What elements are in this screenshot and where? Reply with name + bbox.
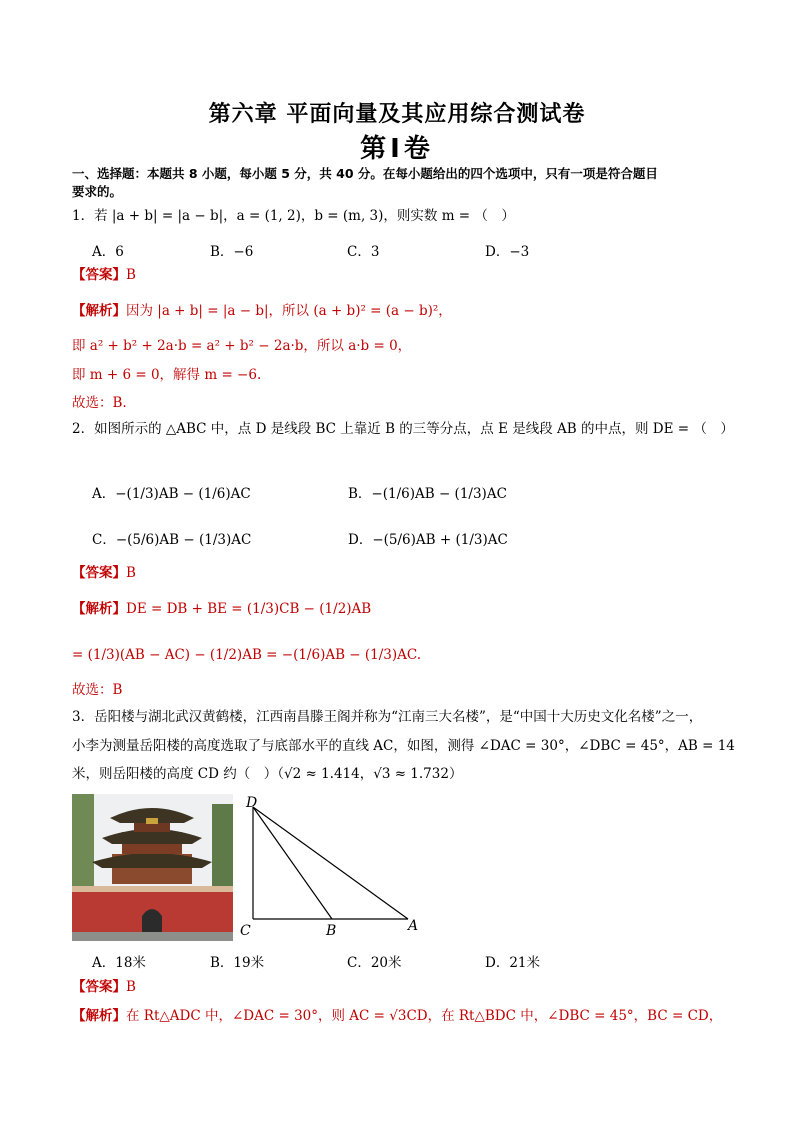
q2-analysis-line1: [72, 600, 371, 618]
q3-option-d: D．21米: [485, 955, 541, 971]
q1-option-c: C．3: [347, 244, 380, 260]
q2-option-d: D．−(5/6)AB + (1/3)AC: [348, 532, 508, 548]
section-instruction-line1: 一、选择题：本题共 8 小题，每小题 5 分，共 40 分。在每小题给出的四个选项中，只有一项是符合题目: [72, 166, 658, 181]
q2-answer-label: 【答案】: [72, 565, 126, 581]
page-title: 第六章 平面向量及其应用综合测试卷: [208, 102, 586, 127]
section-instruction-line2: 要求的。: [72, 184, 123, 199]
q3-answer-line: [72, 978, 136, 996]
q2-option-b: B．−(1/6)AB − (1/3)AC: [348, 486, 507, 502]
q1-option-a: A．6: [92, 244, 124, 260]
q3-analysis-line1: [72, 1007, 722, 1025]
q3-stem-line1: 3．岳阳楼与湖北武汉黄鹤楼，江西南昌滕王阁并称为“江南三大名楼”，是“中国十大历史文化名楼”之一，: [72, 709, 703, 725]
q2-analysis-line2: = (1/3)(AB − AC) − (1/2)AB = −(1/6)AB − (1/3)AC.: [72, 647, 422, 663]
q1-analysis-line2: 即 a² + b² + 2a·b = a² + b² − 2a·b，所以 a·b = 0，: [72, 338, 412, 354]
q2-analysis-label: 【解析】: [72, 601, 126, 617]
q2-stem: 2．如图所示的 △ABC 中，点 D 是线段 BC 上靠近 B 的三等分点，点 E 是线段 AB 的中点，则 DE = （ ）: [72, 421, 734, 437]
q3-answer-value: B: [126, 979, 136, 995]
q2-answer-value: B: [126, 565, 136, 581]
segment-db: [253, 807, 332, 919]
q1-analysis-line1: [72, 302, 452, 320]
q3-option-c: C．20米: [347, 955, 402, 971]
segment-da: [253, 807, 408, 919]
q1-answer-value: B: [126, 267, 136, 283]
q1-analysis-text1: 因为 |a + b| = |a − b|，所以 (a + b)² = (a − b)²，: [126, 303, 452, 319]
q1-answer-label: 【答案】: [72, 267, 126, 283]
q3-answer-label: 【答案】: [72, 979, 126, 995]
q2-analysis-text1: DE = DB + BE = (1/3)CB − (1/2)AB: [126, 601, 372, 617]
label-d: D: [246, 795, 258, 811]
yueyang-tower-photo: [72, 794, 233, 941]
label-c: C: [240, 923, 251, 939]
q3-stem-line2: 小李为测量岳阳楼的高度选取了与底部水平的直线 AC，如图，测得 ∠DAC = 30°，∠DBC = 45°，AB = 14: [72, 738, 735, 754]
q1-answer-line: [72, 266, 136, 284]
q1-analysis-label: 【解析】: [72, 303, 126, 319]
q1-conclusion: 故选：B.: [72, 395, 127, 411]
q3-option-a: A．18米: [92, 955, 146, 971]
q3-analysis-label: 【解析】: [72, 1008, 126, 1024]
q2-answer-line: [72, 564, 136, 582]
q1-option-b: B．−6: [210, 244, 254, 260]
q1-option-d: D．−3: [485, 244, 530, 260]
q3-option-b: B．19米: [210, 955, 265, 971]
q2-option-c: C．−(5/6)AB − (1/3)AC: [92, 532, 252, 548]
page-subtitle: 第Ⅰ卷: [360, 134, 434, 164]
q3-analysis-text1: 在 Rt△ADC 中，∠DAC = 30°，则 AC = √3CD，在 Rt△BDC 中，∠DBC = 45°，BC = CD，: [126, 1008, 723, 1024]
q3-stem-line3: 米，则岳阳楼的高度 CD 约（ ）（√2 ≈ 1.414，√3 ≈ 1.732）: [72, 766, 463, 782]
q2-option-a: A．−(1/3)AB − (1/6)AC: [92, 486, 251, 502]
label-a: A: [408, 918, 419, 934]
label-b: B: [326, 923, 337, 939]
q3-triangle-figure: [238, 792, 428, 942]
q1-analysis-line3: 即 m + 6 = 0，解得 m = −6.: [72, 367, 262, 383]
q2-conclusion: 故选：B: [72, 682, 123, 698]
q1-stem: 1．若 |a + b| = |a − b|，a = (1, 2)，b = (m, 3)，则实数 m = （ ）: [72, 208, 515, 224]
